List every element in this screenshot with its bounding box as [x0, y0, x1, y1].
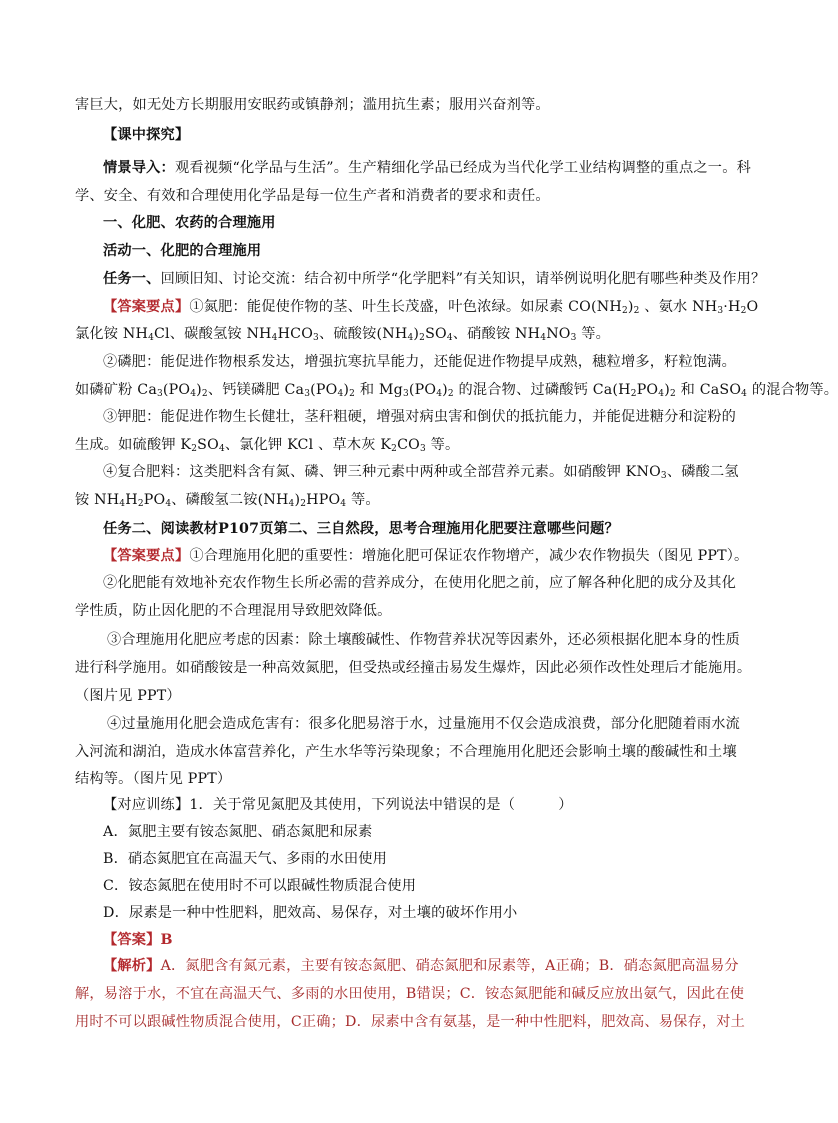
text: 、磷酸二氢	[666, 464, 739, 480]
subscript: 3	[304, 389, 311, 399]
text: 等。	[346, 492, 380, 508]
text: 、钙镁磷肥 Ca	[207, 382, 305, 398]
subscript: 2	[630, 389, 637, 399]
paragraph-scenario-intro	[103, 158, 751, 178]
text: (PO	[310, 382, 338, 398]
subscript: 2	[391, 444, 398, 454]
text-line	[75, 435, 459, 455]
text: )	[343, 382, 350, 398]
exercise-question: 【对应训练】1．关于常见氮肥及其使用，下列说法中错误的是（ ）	[103, 797, 573, 813]
subscript: 4	[540, 333, 547, 343]
text-line	[103, 462, 739, 482]
text-line: 害巨大，如无处方长期服用安眠药或镇静剂；滥用抗生素；服用兴奋剂等。	[75, 97, 550, 113]
subscript: 4	[148, 333, 154, 343]
text: )	[442, 382, 448, 398]
text: 、硫酸铵(NH	[318, 326, 408, 342]
text-line: ④过量施用化肥会造成危害有：很多化肥易溶于水，过量施用不仅会造成浪费，部分化肥随着雨水流	[107, 716, 741, 732]
option-b: B．硝态氮肥宜在高温天气、多雨的水田使用	[103, 851, 387, 867]
text-line: ②化肥能有效地补充农作物生长所必需的营养成分，在使用化肥之前，应了解各种化肥的成分及其化	[103, 575, 737, 591]
task-label: 任务二、	[103, 521, 161, 537]
subscript: 3	[402, 389, 409, 399]
text: 等。	[425, 437, 460, 453]
subscript: 4	[190, 389, 197, 399]
subscript: 4	[340, 499, 347, 509]
subscript: 2	[191, 444, 198, 454]
text-line: 进行科学施用。如硝酸铵是一种高效氮肥，但受热或经撞击易发生爆炸，因此必须作改性处理后才能施用。	[75, 660, 752, 676]
subscript: 2	[137, 499, 144, 509]
subscript: 4	[407, 333, 414, 343]
subscript: 3	[313, 333, 319, 343]
subscript: 2	[201, 389, 208, 399]
subscript: 4	[658, 389, 665, 399]
text-line: 结构等。（图片见 PPT）	[75, 771, 232, 787]
text-line: 学性质，防止因化肥的不合理混用导致肥效降低。	[75, 603, 392, 619]
text-line: 入河流和湖泊，造成水体富营养化，产生水华等污染现象；不合理施用化肥还会影响土壤的酸碱性和土壤	[75, 744, 737, 760]
subscript: 4	[337, 389, 344, 399]
text: O	[746, 299, 759, 315]
subscript: 2	[447, 389, 454, 399]
text-line	[75, 380, 838, 400]
answer-label: 【答案】B	[103, 932, 173, 948]
text: 如磷矿粉 Ca	[75, 382, 157, 398]
subscript: 3	[570, 333, 577, 343]
answer-line	[103, 546, 748, 566]
answer-text: ①氮肥：能促使作物的茎、叶生长茂盛，叶色浓绿。如尿素 CO(NH	[189, 299, 622, 315]
text-line	[75, 324, 610, 344]
subscript: 4	[165, 499, 172, 509]
text: 、氯化钾 KCl 、草木灰 K	[224, 437, 392, 453]
heading-fertilizer-pesticide: 一、化肥、农药的合理施用	[103, 215, 276, 231]
subscript: 2	[621, 306, 628, 316]
task-label: 任务一、	[103, 271, 161, 287]
text: NO	[546, 326, 571, 342]
text: )	[196, 382, 202, 398]
subscript: 2	[419, 333, 426, 343]
subscript: 4	[271, 333, 278, 343]
subscript: 4	[218, 444, 225, 454]
text: H	[125, 492, 138, 508]
subscript: 2	[633, 306, 640, 316]
task-text: 回顾旧知、讨论交流：结合初中所学“化学肥料”有关知识，请举例说明化肥有哪些种类及作用？	[160, 271, 766, 287]
text-line	[75, 490, 380, 510]
text: )	[413, 326, 420, 342]
text-line: ②磷肥：能促进作物根系发达，增强抗寒抗旱能力，还能促进作物提早成熟，穗粒增多，籽粒饱满。	[103, 354, 737, 370]
text: CO	[397, 437, 420, 453]
subscript: 3	[419, 444, 426, 454]
analysis-text: A．氮肥含有氮元素，主要有铵态氮肥、硝态氮肥和尿素等，A正确；B．硝态氮肥高温易分	[160, 958, 739, 974]
text: SO	[425, 326, 447, 342]
text: (PO	[162, 382, 191, 398]
answer-points-label: 【答案要点】	[103, 548, 190, 564]
option-d: D．尿素是一种中性肥料，肥效高、易保存，对土壤的破坏作用小	[103, 905, 518, 921]
subscript: 4	[741, 389, 748, 399]
subscript: 4	[119, 499, 126, 509]
text-line: ③合理施用化肥应考虑的因素：除土壤酸碱性、作物营养状况等因素外，还必须根据化肥本身的性质	[107, 632, 741, 648]
subscript: 2	[740, 306, 747, 316]
text: 氯化铵 NH	[75, 326, 149, 342]
text: 铵 NH	[75, 492, 120, 508]
subscript: 4	[446, 333, 453, 343]
text: 、硝酸铵 NH	[452, 326, 541, 342]
task-one-line	[103, 269, 765, 289]
subscript: 4	[288, 499, 295, 509]
section-heading-class-inquiry: 【课中探究】	[103, 127, 190, 143]
option-a: A．氮肥主要有铵态氮肥、硝态氮肥和尿素	[103, 824, 373, 840]
text: 的混合物、过磷酸钙 Ca(H	[453, 382, 631, 398]
answer-line	[103, 297, 758, 317]
text: )	[294, 492, 301, 508]
text: 生成。如硫酸钾 K	[75, 437, 192, 453]
analysis-line: 解，易溶于水，不宜在高温天气、多雨的水田使用，B错误；C．铵态氮肥能和碱反应放出氨气，因此在使	[75, 986, 745, 1002]
task-text: 阅读教材P107页第二、三自然段，思考合理施用化肥要注意哪些问题？	[160, 521, 619, 537]
text: 、磷酸氢二铵(NH	[171, 492, 289, 508]
subscript: 2	[669, 389, 676, 399]
text: HPO	[306, 492, 341, 508]
subscript: 3	[156, 389, 163, 399]
text: HCO	[277, 326, 314, 342]
text-line: ③钾肥：能促进作物生长健壮，茎秆粗硬，增强对病虫害和倒伏的抵抗能力，并能促进糖分和淀粉的	[103, 409, 737, 425]
subscript: 3	[717, 306, 724, 316]
text: SO	[197, 437, 219, 453]
option-c: C．铵态氮肥在使用时不可以跟碱性物质混合使用	[103, 878, 417, 894]
text: 的混合物等。	[747, 382, 838, 398]
text: 和 Mg	[355, 382, 403, 398]
text: Cl、碳酸氢铵 NH	[154, 326, 272, 342]
text: ④复合肥料：这类肥料含有氮、磷、钾三种元素中两种或全部营养元素。如硝酸钾 KNO	[103, 464, 661, 480]
answer-text: ①合理施用化肥的重要性：增施化肥可保证农作物增产，减少农作物损失（图见 PPT）。	[189, 548, 749, 564]
subscript: 3	[660, 471, 667, 481]
subscript: 4	[436, 389, 443, 399]
text: (PO	[408, 382, 437, 398]
analysis-label: 【解析】	[103, 958, 161, 974]
analysis-line: 用时不可以跟碱性物质混合使用，C正确；D．尿素中含有氨基，是一种中性肥料，肥效高、易保存，对土	[75, 1014, 746, 1030]
text: ·H	[723, 299, 741, 315]
heading-activity-one: 活动一、化肥的合理施用	[103, 243, 262, 259]
subscript: 2	[300, 499, 307, 509]
text: )	[627, 299, 634, 315]
scenario-text: 观看视频“化学品与生活”。生产精细化学品已经成为当代化学工业结构调整的重点之一。科	[174, 160, 751, 176]
scenario-label: 情景导入：	[103, 160, 175, 176]
text: 、氨水 NH	[639, 299, 718, 315]
answer-points-label: 【答案要点】	[103, 299, 190, 315]
text: )	[664, 382, 670, 398]
text: 等。	[576, 326, 611, 342]
text: PO	[143, 492, 166, 508]
text-line: （图片见 PPT）	[75, 688, 181, 704]
text: PO	[636, 382, 659, 398]
text-line: 学、安全、有效和合理使用化学品是每一位生产者和消费者的要求和责任。	[75, 188, 550, 204]
task-two-line	[103, 519, 619, 539]
text: 和 CaSO	[675, 382, 742, 398]
analysis-line	[103, 956, 739, 976]
subscript: 2	[349, 389, 356, 399]
